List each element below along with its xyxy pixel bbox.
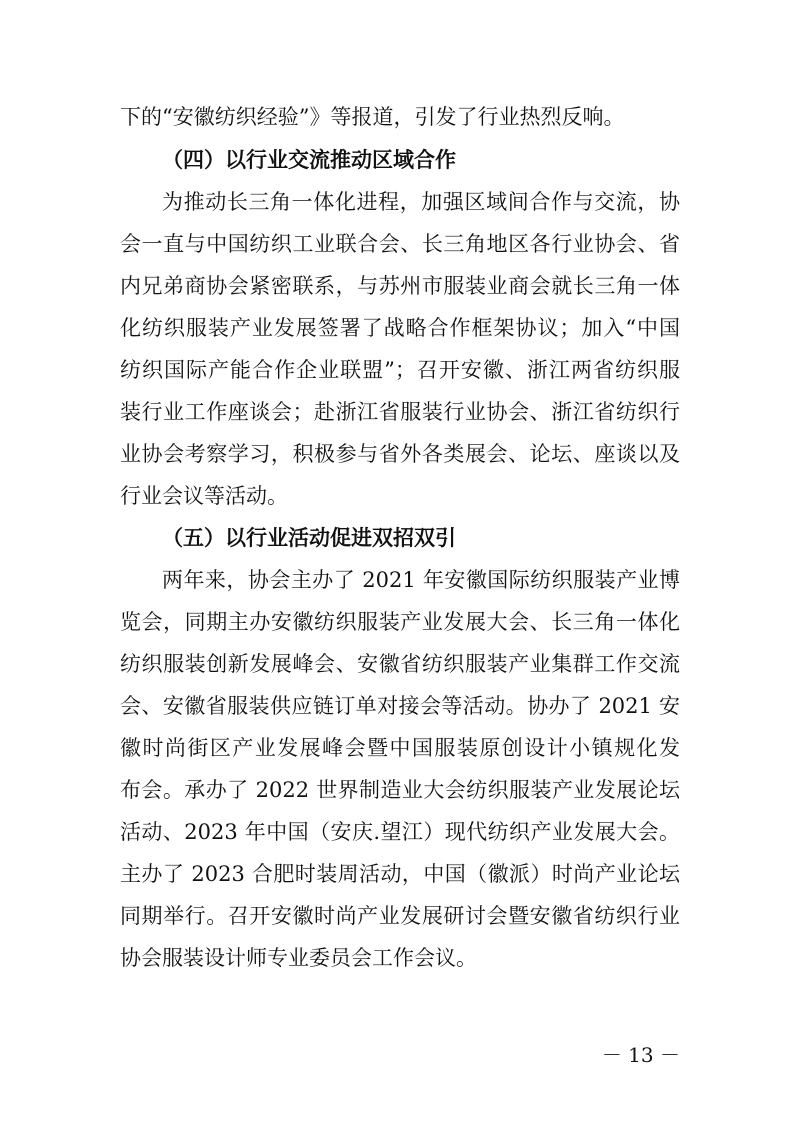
paragraph-line: 徽时尚街区产业发展峰会暨中国服装原创设计小镇规化发 [120,736,680,760]
section-heading-4: （四）以行业交流推动区域合作 [162,148,456,172]
paragraph-line: 化纺织服装产业发展签署了战略合作框架协议；加入“中国 [120,316,680,340]
paragraph-line: 会一直与中国纺织工业联合会、长三角地区各行业协会、省 [120,232,680,256]
paragraph-line: 两年来，协会主办了 2021 年安徽国际纺织服装产业博 [162,568,680,592]
paragraph-line: 览会，同期主办安徽纺织服装产业发展大会、长三角一体化 [120,610,680,634]
paragraph-line: 业协会考察学习，积极参与省外各类展会、论坛、座谈以及 [120,442,680,466]
section-heading-5: （五）以行业活动促进双招双引 [162,526,456,550]
paragraph-line: 下的“安徽纺织经验”》等报道，引发了行业热烈反响。 [120,105,625,129]
paragraph-line: 协会服装设计师专业委员会工作会议。 [120,946,477,970]
paragraph-line: 内兄弟商协会紧密联系，与苏州市服装业商会就长三角一体 [120,274,680,298]
paragraph-line: 装行业工作座谈会；赴浙江省服装行业协会、浙江省纺织行 [120,400,680,424]
paragraph-line: 行业会议等活动。 [120,484,288,508]
paragraph-line: 会、安徽省服装供应链订单对接会等活动。协办了 2021 安 [120,694,680,718]
paragraph-line: 同期举行。召开安徽时尚产业发展研讨会暨安徽省纺织行业 [120,904,680,928]
paragraph-line: 布会。承办了 2022 世界制造业大会纺织服装产业发展论坛 [120,778,680,802]
paragraph-line: 纺织国际产能合作企业联盟”；召开安徽、浙江两省纺织服 [120,358,680,382]
paragraph-line: 为推动长三角一体化进程，加强区域间合作与交流，协 [162,190,680,214]
paragraph-line: 主办了 2023 合肥时装周活动，中国（徽派）时尚产业论坛 [120,862,680,886]
paragraph-line: 活动、2023 年中国（安庆.望江）现代纺织产业发展大会。 [120,820,680,844]
page-number: － 13 － [601,1043,680,1067]
paragraph-line: 纺织服装创新发展峰会、安徽省纺织服装产业集群工作交流 [120,652,680,676]
